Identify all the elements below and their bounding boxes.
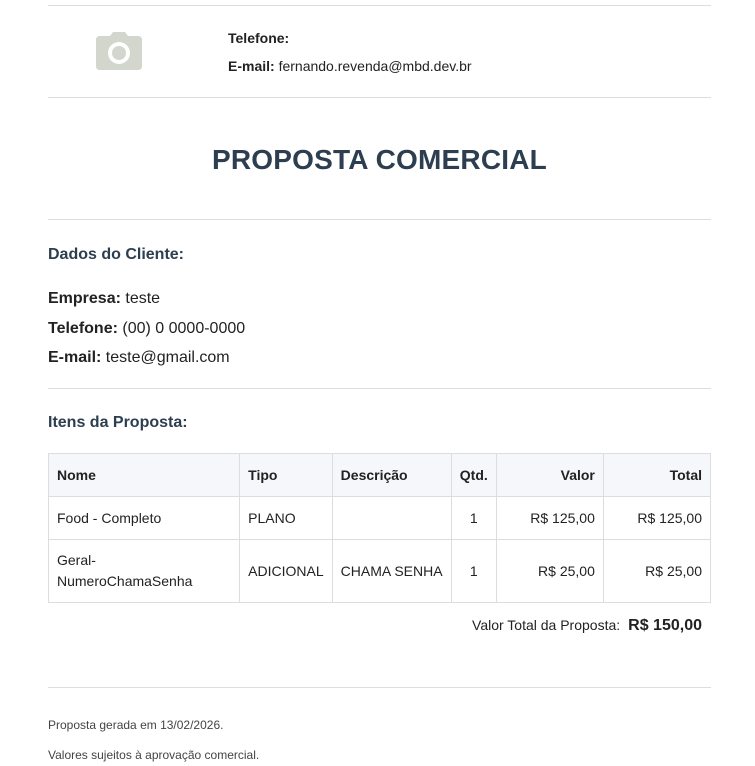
- cell-tipo: PLANO: [240, 497, 333, 540]
- items-table: [48, 453, 711, 603]
- client-phone-value: (00) 0 0000-0000: [122, 320, 246, 337]
- table-row: [49, 540, 711, 603]
- cell-qtd: 1: [451, 540, 496, 603]
- header-divider: [48, 97, 711, 98]
- client-section-heading: Dados do Cliente:: [48, 246, 185, 263]
- seller-phone: [228, 30, 289, 46]
- proposal-total-label: Valor Total da Proposta:: [472, 617, 621, 633]
- client-phone-label: Telefone:: [48, 320, 118, 337]
- cell-total: R$ 25,00: [603, 540, 710, 603]
- camera-icon: [96, 32, 142, 70]
- page-title: PROPOSTA COMERCIAL: [212, 144, 547, 175]
- client-company-value: teste: [125, 290, 161, 307]
- cell-descricao: CHAMA SENHA: [332, 540, 451, 603]
- proposal-total: [472, 617, 702, 635]
- items-section-heading: Itens da Proposta:: [48, 414, 188, 431]
- seller-email-label: E-mail:: [228, 58, 275, 74]
- cell-valor: R$ 125,00: [496, 497, 603, 540]
- client-divider: [48, 388, 711, 389]
- cell-descricao: [332, 497, 451, 540]
- client-email-label: E-mail:: [48, 349, 102, 366]
- client-phone: [48, 320, 245, 338]
- col-header-nome: Nome: [49, 454, 240, 497]
- cell-valor: R$ 25,00: [496, 540, 603, 603]
- seller-phone-label: Telefone:: [228, 30, 290, 46]
- cell-nome: Food - Completo: [49, 497, 240, 540]
- client-email: [48, 349, 230, 367]
- col-header-total: Total: [603, 454, 710, 497]
- title-divider: [48, 219, 711, 220]
- footer-divider: [48, 687, 711, 688]
- seller-email-value: fernando.revenda@mbd.dev.br: [278, 58, 472, 74]
- footer-generated-date: Proposta gerada em 13/02/2026.: [48, 718, 224, 732]
- cell-tipo: ADICIONAL: [240, 540, 333, 603]
- table-header-row: [49, 454, 711, 497]
- cell-qtd: 1: [451, 497, 496, 540]
- col-header-descricao: Descrição: [332, 454, 451, 497]
- top-divider: [48, 5, 711, 6]
- proposal-total-value: R$ 150,00: [628, 617, 702, 634]
- cell-total: R$ 125,00: [603, 497, 710, 540]
- col-header-qtd: Qtd.: [451, 454, 496, 497]
- cell-nome: Geral-NumeroChamaSenha: [49, 540, 240, 603]
- col-header-tipo: Tipo: [240, 454, 333, 497]
- client-email-value: teste@gmail.com: [105, 349, 230, 366]
- client-company-label: Empresa:: [48, 290, 121, 307]
- col-header-valor: Valor: [496, 454, 603, 497]
- seller-email: [228, 58, 472, 74]
- table-row: [49, 497, 711, 540]
- client-company: [48, 290, 160, 308]
- footer-disclaimer: Valores sujeitos à aprovação comercial.: [48, 748, 260, 762]
